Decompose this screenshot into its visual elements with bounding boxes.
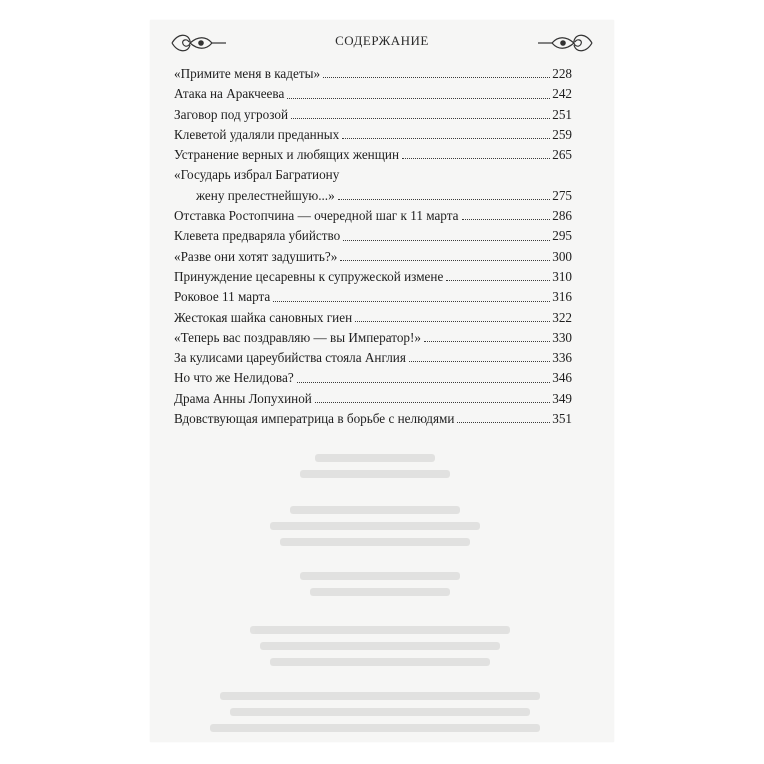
toc-entry xyxy=(174,105,572,125)
toc-entry xyxy=(174,84,572,104)
toc-entry-page: 351 xyxy=(552,411,572,427)
toc-entry-page: 336 xyxy=(552,350,572,366)
dot-leader xyxy=(462,219,551,220)
toc-entry xyxy=(174,247,572,267)
toc-entry-title: Клевета предваряла убийство xyxy=(174,228,341,244)
toc-entry-title: «Теперь вас поздравляю — вы Император!» xyxy=(174,329,422,345)
toc-entry xyxy=(174,165,572,185)
toc-entry-page: 310 xyxy=(552,268,572,284)
toc-entry xyxy=(174,206,572,226)
toc-entry-page: 349 xyxy=(552,390,572,406)
toc-entry xyxy=(174,267,572,287)
toc-entry xyxy=(174,308,572,328)
dot-leader xyxy=(323,77,550,78)
toc-entry-page: 275 xyxy=(552,187,572,203)
toc-entry xyxy=(174,64,572,84)
toc-entry-title: Драма Анны Лопухиной xyxy=(174,390,312,406)
dot-leader xyxy=(355,321,550,322)
toc-entry-page: 346 xyxy=(552,370,572,386)
toc-entry-title: Принуждение цесаревны к супружеской измене xyxy=(174,268,444,284)
dot-leader xyxy=(315,402,550,403)
toc-entry xyxy=(174,145,572,165)
toc-entry-title: Заговор под угрозой xyxy=(174,106,289,122)
toc-entry xyxy=(174,226,572,246)
show-through-text xyxy=(150,440,614,740)
toc-entry xyxy=(174,368,572,388)
dot-leader xyxy=(273,301,550,302)
page-title: СОДЕРЖАНИЕ xyxy=(335,33,429,48)
dot-leader xyxy=(343,240,550,241)
toc-entry-page: 242 xyxy=(552,86,572,102)
table-of-contents xyxy=(174,64,572,429)
toc-entry-page: 322 xyxy=(552,309,572,325)
toc-entry-title: Атака на Аракчеева xyxy=(174,86,285,102)
toc-entry-continuation xyxy=(174,186,572,206)
toc-entry-title: Но что же Нелидова? xyxy=(174,370,294,386)
toc-entry-title: Вдовствующая императрица в борьбе с нелюдями xyxy=(174,411,455,427)
dot-leader xyxy=(457,422,550,423)
toc-entry xyxy=(174,389,572,409)
toc-entry-title: «Примите меня в кадеты» xyxy=(174,66,321,81)
flourish-ornament-icon xyxy=(536,28,596,58)
toc-entry-title-cont: жену прелестнейшую...» xyxy=(196,187,335,203)
toc-entry-title: Клеветой удаляли преданных xyxy=(174,126,340,142)
dot-leader xyxy=(338,199,551,200)
toc-entry-page: 300 xyxy=(552,248,572,264)
toc-entry-page: 259 xyxy=(552,126,572,142)
dot-leader xyxy=(291,118,550,119)
toc-entry-title: «Государь избрал Багратиону xyxy=(174,167,340,183)
toc-entry-page: 228 xyxy=(552,66,572,81)
dot-leader xyxy=(424,341,550,342)
toc-entry xyxy=(174,125,572,145)
dot-leader xyxy=(402,158,550,159)
toc-entry xyxy=(174,409,572,429)
dot-leader xyxy=(342,138,550,139)
dot-leader xyxy=(287,98,550,99)
page-header xyxy=(168,28,596,58)
toc-entry-page: 330 xyxy=(552,329,572,345)
dot-leader xyxy=(409,361,550,362)
dot-leader xyxy=(446,280,550,281)
dot-leader xyxy=(340,260,550,261)
toc-entry-title: Роковое 11 марта xyxy=(174,289,271,305)
toc-entry-page: 286 xyxy=(552,208,572,224)
toc-entry xyxy=(174,348,572,368)
toc-entry-title: Жестокая шайка сановных гиен xyxy=(174,309,353,325)
toc-entry xyxy=(174,287,572,307)
toc-entry-page: 295 xyxy=(552,228,572,244)
toc-entry xyxy=(174,328,572,348)
toc-entry-page: 251 xyxy=(552,106,572,122)
toc-entry-title: Устранение верных и любящих женщин xyxy=(174,147,400,163)
toc-entry-page: 265 xyxy=(552,147,572,163)
toc-entry-title: За кулисами цареубийства стояла Англия xyxy=(174,350,406,366)
dot-leader xyxy=(297,382,551,383)
toc-entry-page: 316 xyxy=(552,289,572,305)
toc-entry-title: Отставка Ростопчина — очередной шаг к 11 марта xyxy=(174,208,459,224)
toc-entry-title: «Разве они хотят задушить?» xyxy=(174,248,338,264)
